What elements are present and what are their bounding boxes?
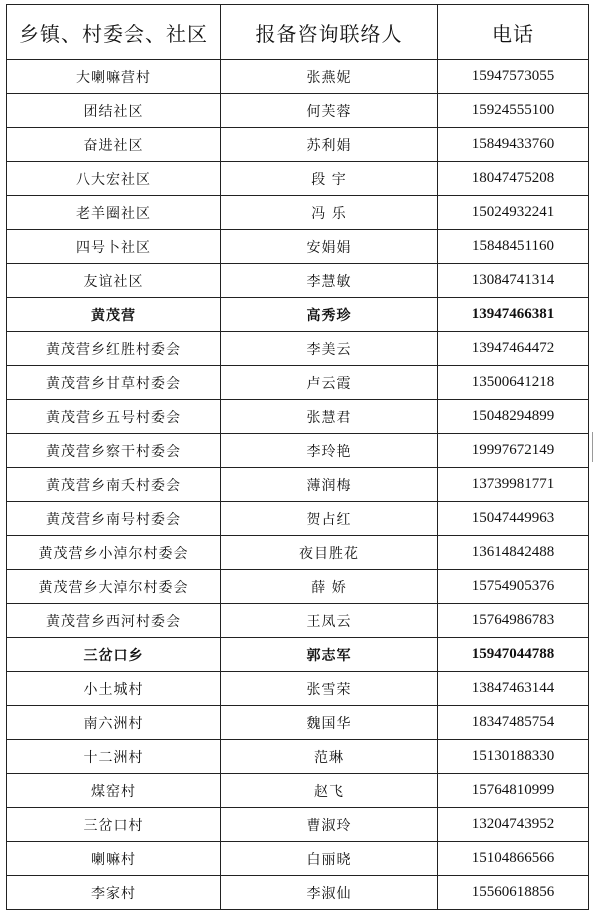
contact-cell: 张雪荣: [221, 672, 438, 706]
place-cell: 老羊圈社区: [7, 196, 221, 230]
phone-cell: 15764810999: [438, 774, 589, 808]
phone-cell: 15024932241: [438, 196, 589, 230]
place-cell: 四号卜社区: [7, 230, 221, 264]
place-cell: 黄茂营乡小淖尔村委会: [7, 536, 221, 570]
phone-cell: 15130188330: [438, 740, 589, 774]
table-row: [7, 638, 589, 672]
phone-cell: 15947573055: [438, 60, 589, 94]
place-cell: 奋进社区: [7, 128, 221, 162]
table-row: [7, 876, 589, 910]
phone-cell: 15848451160: [438, 230, 589, 264]
table-row: [7, 128, 589, 162]
place-cell: 黄茂营乡五号村委会: [7, 400, 221, 434]
contact-cell: 段 宇: [221, 162, 438, 196]
contact-cell: 李美云: [221, 332, 438, 366]
contact-cell: 卢云霞: [221, 366, 438, 400]
phone-cell: 15560618856: [438, 876, 589, 910]
place-cell: 团结社区: [7, 94, 221, 128]
table-row: [7, 400, 589, 434]
table-row: [7, 536, 589, 570]
place-cell: 友谊社区: [7, 264, 221, 298]
place-cell: 黄茂营乡南号村委会: [7, 502, 221, 536]
table-row: [7, 706, 589, 740]
place-cell: 黄茂营乡大淖尔村委会: [7, 570, 221, 604]
header-row: [7, 5, 589, 60]
place-cell: 三岔口乡: [7, 638, 221, 672]
place-cell: 黄茂营: [7, 298, 221, 332]
phone-cell: 13084741314: [438, 264, 589, 298]
contact-cell: 张燕妮: [221, 60, 438, 94]
place-cell: 八大宏社区: [7, 162, 221, 196]
contact-cell: 李慧敏: [221, 264, 438, 298]
phone-cell: 13204743952: [438, 808, 589, 842]
phone-cell: 13739981771: [438, 468, 589, 502]
place-cell: 大喇嘛营村: [7, 60, 221, 94]
table-row: [7, 230, 589, 264]
contact-cell: 夜目胜花: [221, 536, 438, 570]
table-row: [7, 842, 589, 876]
contact-cell: 何芙蓉: [221, 94, 438, 128]
phone-cell: 18047475208: [438, 162, 589, 196]
contact-cell: 白丽晓: [221, 842, 438, 876]
table-row: [7, 366, 589, 400]
contact-cell: 曹淑玲: [221, 808, 438, 842]
phone-cell: 15047449963: [438, 502, 589, 536]
contact-cell: 安娟娟: [221, 230, 438, 264]
contact-cell: 郭志军: [221, 638, 438, 672]
contact-cell: 李淑仙: [221, 876, 438, 910]
header-contact: 报备咨询联络人: [221, 5, 438, 60]
contact-cell: 王凤云: [221, 604, 438, 638]
table-row: [7, 434, 589, 468]
table-row: [7, 162, 589, 196]
phone-cell: 13614842488: [438, 536, 589, 570]
table-row: [7, 502, 589, 536]
contact-cell: 薄润梅: [221, 468, 438, 502]
phone-cell: 15048294899: [438, 400, 589, 434]
phone-cell: 15764986783: [438, 604, 589, 638]
contact-cell: 苏利娟: [221, 128, 438, 162]
place-cell: 煤窑村: [7, 774, 221, 808]
place-cell: 南六洲村: [7, 706, 221, 740]
phone-cell: 15104866566: [438, 842, 589, 876]
table-row: [7, 672, 589, 706]
contact-cell: 魏国华: [221, 706, 438, 740]
place-cell: 黄茂营乡红胜村委会: [7, 332, 221, 366]
contact-cell: 冯 乐: [221, 196, 438, 230]
contact-table: [6, 4, 589, 910]
table-row: [7, 808, 589, 842]
phone-cell: 15754905376: [438, 570, 589, 604]
table-body: [7, 60, 589, 910]
phone-cell: 15924555100: [438, 94, 589, 128]
table-row: [7, 60, 589, 94]
place-cell: 三岔口村: [7, 808, 221, 842]
phone-cell: 15849433760: [438, 128, 589, 162]
table-row: [7, 298, 589, 332]
table-row: [7, 196, 589, 230]
phone-cell: 15947044788: [438, 638, 589, 672]
place-cell: 喇嘛村: [7, 842, 221, 876]
phone-cell: 13847463144: [438, 672, 589, 706]
table-row: [7, 94, 589, 128]
phone-cell: 18347485754: [438, 706, 589, 740]
place-cell: 黄茂营乡南夭村委会: [7, 468, 221, 502]
table-row: [7, 332, 589, 366]
table-row: [7, 468, 589, 502]
place-cell: 黄茂营乡察干村委会: [7, 434, 221, 468]
table-row: [7, 264, 589, 298]
place-cell: 小土城村: [7, 672, 221, 706]
header-place: 乡镇、村委会、社区: [7, 5, 221, 60]
contact-cell: 高秀珍: [221, 298, 438, 332]
contact-cell: 薛 娇: [221, 570, 438, 604]
place-cell: 黄茂营乡西河村委会: [7, 604, 221, 638]
phone-cell: 13947466381: [438, 298, 589, 332]
table-row: [7, 774, 589, 808]
contact-cell: 张慧君: [221, 400, 438, 434]
contact-sheet: [6, 4, 588, 912]
contact-cell: 赵飞: [221, 774, 438, 808]
contact-cell: 贺占红: [221, 502, 438, 536]
phone-cell: 13947464472: [438, 332, 589, 366]
phone-cell: 13500641218: [438, 366, 589, 400]
place-cell: 十二洲村: [7, 740, 221, 774]
table-row: [7, 740, 589, 774]
phone-cell: 19997672149: [438, 434, 589, 468]
contact-cell: 范琳: [221, 740, 438, 774]
place-cell: 李家村: [7, 876, 221, 910]
header-phone: 电话: [438, 5, 589, 60]
table-header: [7, 5, 589, 60]
table-row: [7, 604, 589, 638]
table-row: [7, 570, 589, 604]
place-cell: 黄茂营乡甘草村委会: [7, 366, 221, 400]
contact-cell: 李玲艳: [221, 434, 438, 468]
